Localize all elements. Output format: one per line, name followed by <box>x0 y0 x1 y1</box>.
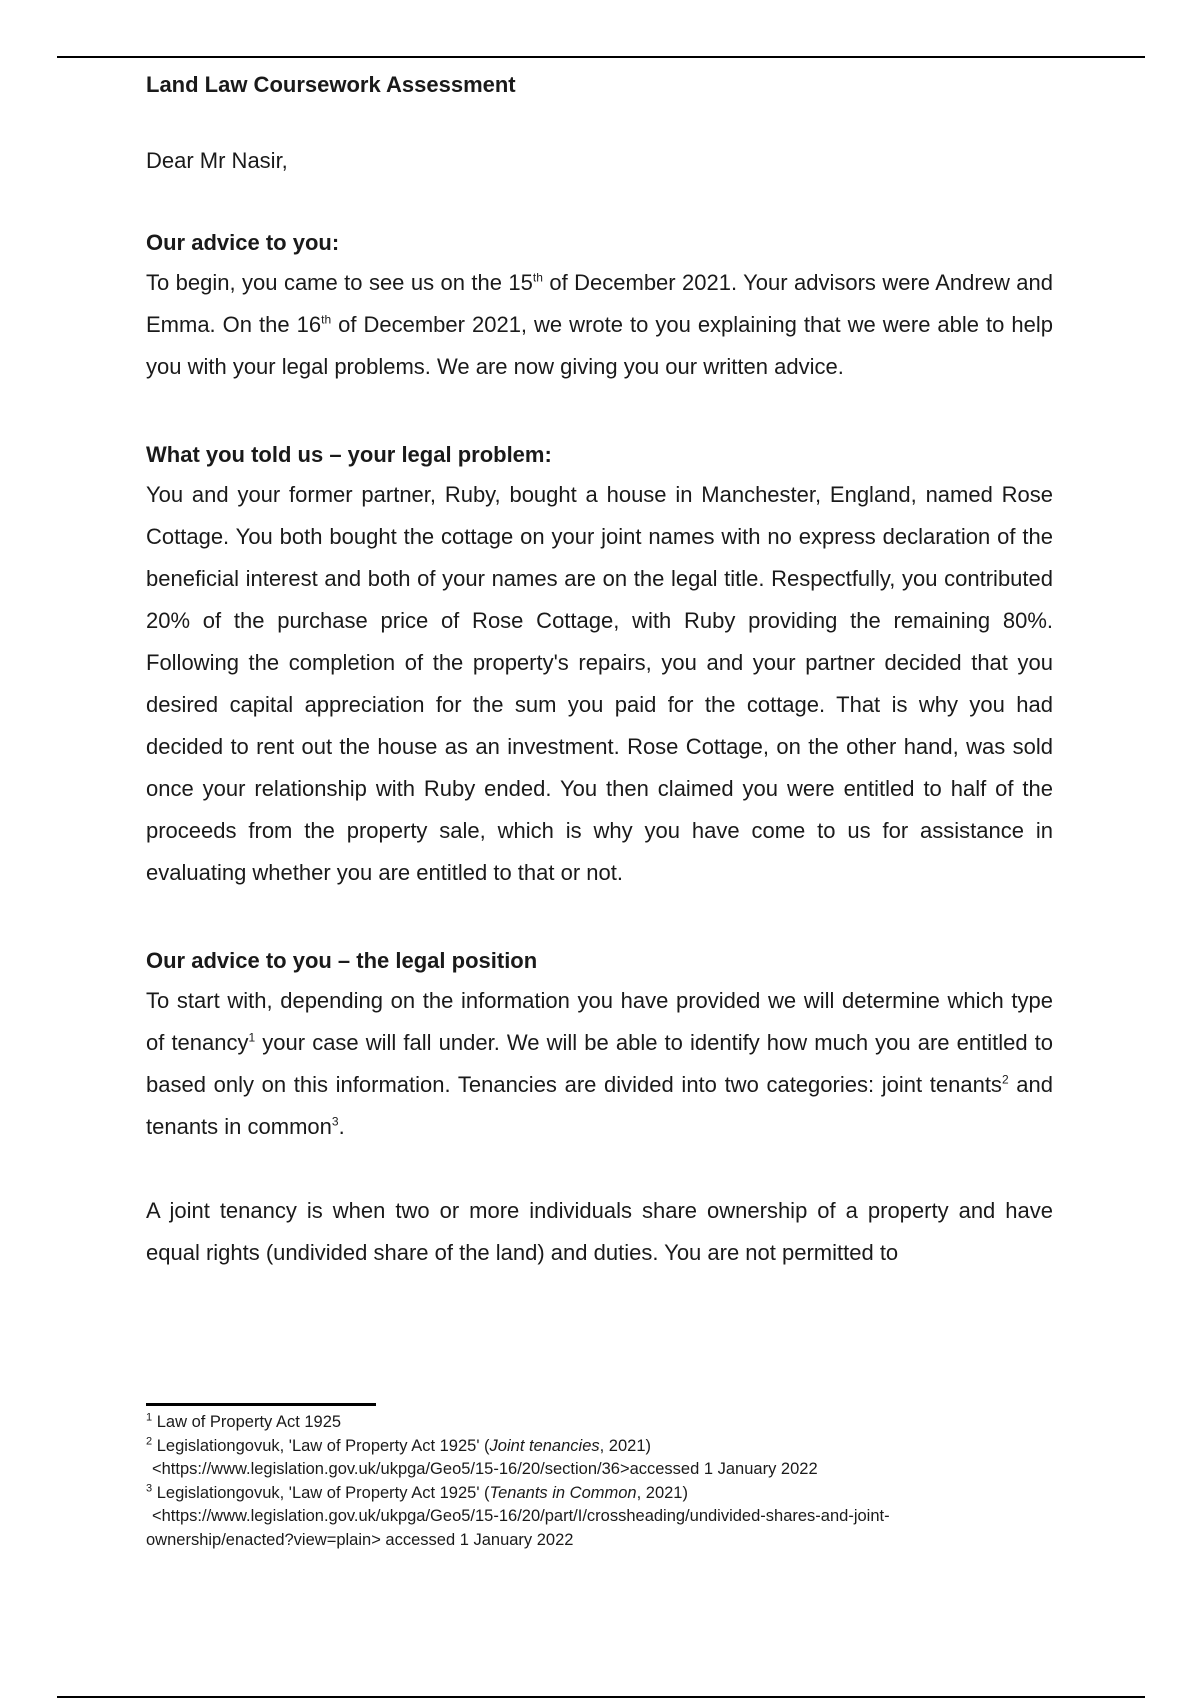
footnote-1: $^1$ Law of Property Act 1925 <box>146 1411 342 1431</box>
superscript-ordinal: th <box>321 312 332 327</box>
footnote-2: $^2$ Legislationgovuk, 'Law of Property Act 1925' (Joint tenancies, 2021) <box>146 1435 651 1455</box>
superscript-ordinal: th <box>532 270 543 285</box>
footnote-ref-1[interactable]: 1 <box>248 1030 256 1045</box>
paragraph-joint-tenancy: A joint tenancy is when two or more individuals share ownership of a property and have equal rights (undivided share of the land) and duties. You are not permitted to <box>146 1198 1053 1265</box>
footnote-2-url[interactable]: <https://www.legislation.gov.uk/ukpga/Geo5/15-16/20/section/36>accessed 1 January 2022 <box>152 1460 818 1478</box>
paragraph-advice: To begin, you came to see us on the 15th of December 2021. Your advisors were Andrew and Emma. On the 16th of December 2021, we wrote to you explaining that we were able to help you with your legal problems. We are now giving you our written advice. <box>146 270 1053 379</box>
bottom-rule <box>57 1696 1145 1698</box>
paragraph-legal-position: To start with, depending on the information you have provided we will determine which type of tenancy$^1$ your case will fall under. We will be able to identify how much you are entitled to based only on this information. Tenancies are divided into two categories: joint tenants$^2$ and tenants in common$^3$. <box>146 988 1054 1139</box>
footnote-3-url-cont[interactable]: ownership/enacted?view=plain> accessed 1 January 2022 <box>146 1530 574 1549</box>
footnotes <box>146 1411 1046 1552</box>
document-title: Land Law Coursework Assessment <box>146 72 516 97</box>
footnote-ref-3[interactable]: 3 <box>331 1114 339 1129</box>
top-rule <box>57 56 1145 58</box>
footnote-separator <box>146 1403 376 1406</box>
section-heading-legal-position: Our advice to you – the legal position <box>146 948 538 973</box>
footnote-ref-2[interactable]: 2 <box>1001 1072 1009 1087</box>
footnote-3-url[interactable]: <https://www.legislation.gov.uk/ukpga/Geo5/15-16/20/part/I/crossheading/undivided-shares-and-joint- <box>152 1507 890 1525</box>
paragraph-problem: You and your former partner, Ruby, bought a house in Manchester, England, named Rose Cottage. You both bought the cottage on your joint names with no express declaration of the beneficial interest and both of your names are on the legal title. Respectfully, you contributed 20% of the purchase price of Rose Cottage, with Ruby providing the remaining 80%. Following the completion of the property's repairs, you and your partner decided that you desired capital appreciation for the sum you paid for the cottage. That is why you had decided to rent out the house as an investment. Rose Cottage, on the other hand, was sold once your relationship with Ruby ended. You then claimed you were entitled to half of the proceeds from the property sale, which is why you have come to us for assistance in evaluating whether you are entitled to that or not. <box>146 482 1053 885</box>
section-heading-problem: What you told us – your legal problem: <box>146 442 552 467</box>
document-body <box>146 70 1053 1274</box>
section-heading-advice: Our advice to you: <box>146 230 340 255</box>
footnote-3: $^3$ Legislationgovuk, 'Law of Property Act 1925' (Tenants in Common, 2021) <box>146 1482 688 1502</box>
salutation: Dear Mr Nasir, <box>146 148 288 173</box>
